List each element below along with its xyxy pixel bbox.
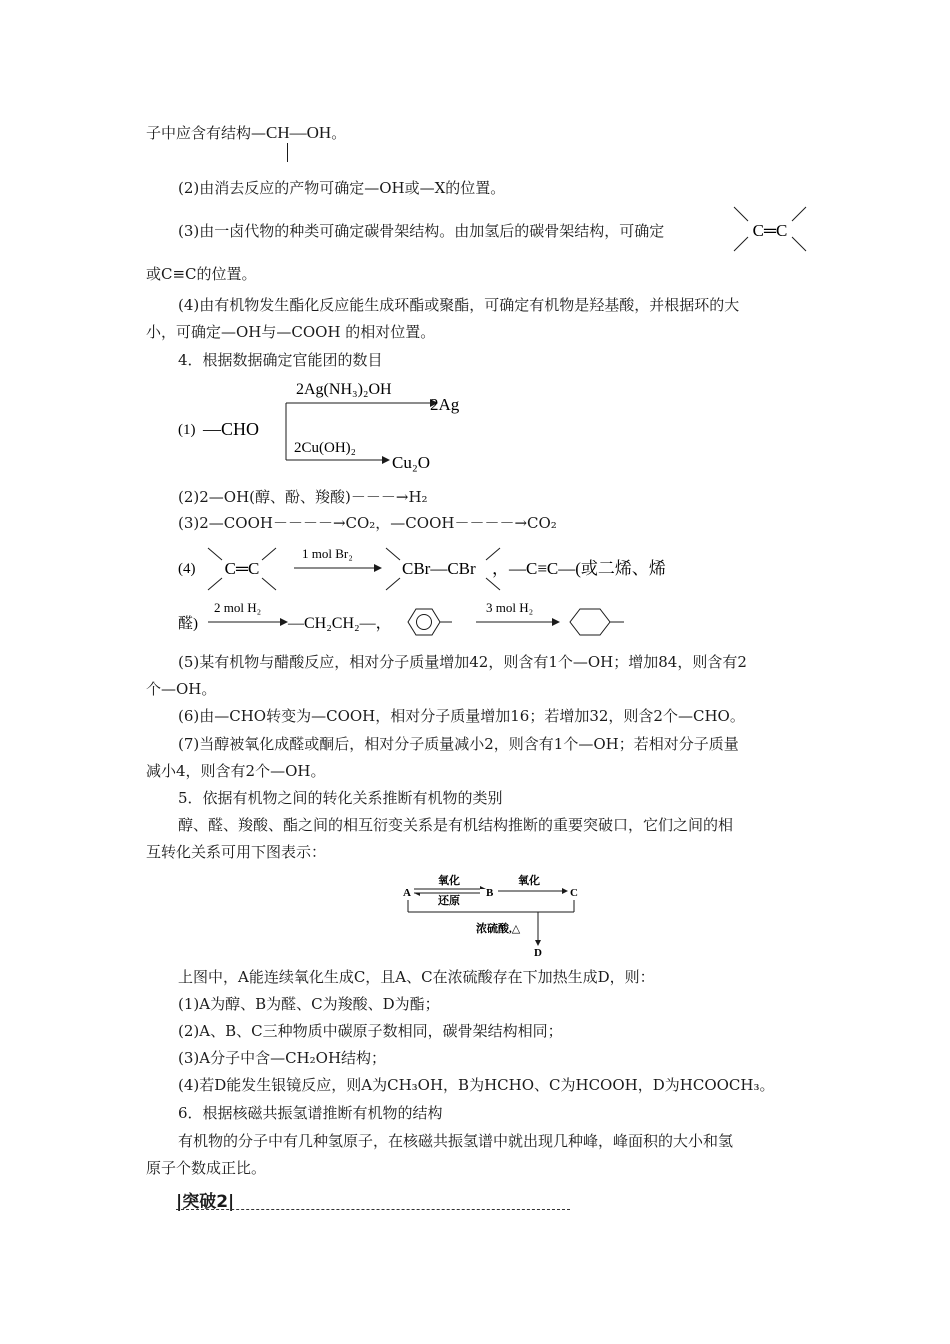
para-4b: 小，可确定—OH与—COOH 的相对位置。 (146, 323, 436, 341)
conversion-scheme (400, 870, 590, 962)
structure-suffix: 。 (331, 124, 347, 142)
upper-product: 2Ag (430, 395, 460, 414)
data-6: (6)由—CHO转变为—COOH，相对分子质量增加16；若增加32，则含2个—CHO。 (178, 707, 745, 725)
section-5-item-2: (2)A、B、C三种物质中碳原子数相同，碳骨架结构相同； (178, 1022, 563, 1040)
breakthrough-2-heading: |突破2| (176, 1192, 235, 1212)
section-5-para-a: 醇、醛、羧酸、酯之间的相互衍变关系是有机结构推断的重要突破口，它们之间的相 (178, 816, 734, 834)
d4-product1: CBr—CBr (402, 559, 476, 578)
heading-dashed-rule (176, 1209, 570, 1210)
lower-product: Cu₂O (392, 453, 431, 472)
label-oxidation-2: 氧化 (518, 875, 540, 887)
label-condition: 浓硫酸,△ (476, 923, 521, 935)
ch-bond-line (287, 143, 288, 162)
node-D: D (534, 947, 542, 959)
benzene-icon (408, 609, 452, 635)
section-5-title: 5．依据有机物之间的转化关系推断有机物的类别 (178, 789, 503, 807)
d4-alkene: C═C (224, 559, 260, 578)
cho-scheme (176, 372, 476, 477)
d4-reagent3: 3 mol H₂ (486, 600, 534, 615)
data-7a: (7)当醇被氧化成醛或酮后，相对分子质量减小2，则含有1个—OH；若相对分子质量 (178, 735, 739, 753)
para-3a: (3)由一卤代物的种类可确定碳骨架结构。由加氢后的碳骨架结构，可确定 (178, 222, 665, 240)
data-7b: 减小4，则含有2个—OH。 (146, 762, 326, 780)
section-6-para-b: 原子个数成正比。 (146, 1159, 267, 1177)
para-2: (2)由消去反应的产物可确定—OH或—X的位置。 (178, 179, 506, 197)
label-reduction: 还原 (438, 895, 460, 907)
para-3b: 或C≡C的位置。 (146, 265, 257, 283)
hydrogenation-scheme (176, 598, 636, 646)
alkene-bromination-scheme (176, 540, 696, 598)
cho-group: —CHO (203, 419, 260, 439)
d4-alkyne: ，—C≡C—(或二烯、烯 (492, 559, 666, 578)
structure-prefix: 子中应含有结构— (146, 124, 267, 142)
upper-reagent: 2Ag(NH₃)₂OH (296, 381, 392, 398)
data-5a: (5)某有机物与醋酸反应，相对分子质量增加42，则含有1个—OH；增加84，则含有2 (178, 653, 747, 671)
label-oxidation-1: 氧化 (438, 875, 460, 887)
node-C: C (570, 887, 578, 899)
d4-label: (4) (178, 561, 196, 577)
lower-reagent: 2Cu(OH)₂ (294, 440, 356, 456)
d4-reagent1: 1 mol Br₂ (302, 546, 353, 561)
d4-product2: —CH₂CH₂—， (288, 615, 392, 632)
cho-label: (1) (178, 422, 196, 438)
section-4-title: 4．根据数据确定官能团的数目 (178, 351, 383, 369)
data-2: (2)2—OH(醇、酚、羧酸)－－－→H₂ (178, 488, 428, 506)
para-4a: (4)由有机物发生酯化反应能生成环酯或聚酯，可确定有机物是羟基酸，并根据环的大 (178, 296, 740, 314)
node-B: B (486, 887, 494, 899)
d4-cont: 醛) (178, 616, 198, 632)
section-5-item-1: (1)A为醇、B为醛、C为羧酸、D为酯； (178, 995, 440, 1013)
section-6-title: 6．根据核磁共振氢谱推断有机物的结构 (178, 1104, 443, 1122)
node-A: A (403, 887, 411, 899)
data-5b: 个—OH。 (146, 680, 217, 698)
section-5-item-3: (3)A分子中含—CH₂OH结构； (178, 1049, 387, 1067)
alkene-label: C═C (752, 221, 788, 240)
cyclohexane-icon (570, 609, 624, 635)
alkene-structure-icon (730, 203, 810, 255)
section-5-para-c: 上图中，A能连续氧化生成C，且A、C在浓硫酸存在下加热生成D，则： (178, 968, 655, 986)
structure-formula: CH—OH (266, 123, 332, 142)
data-3: (3)2—COOH－－－－→CO₂，—COOH－－－－→CO₂ (178, 514, 557, 532)
section-5-para-b: 互转化关系可用下图表示： (146, 843, 327, 861)
section-5-item-4: (4)若D能发生银镜反应，则A为CH₃OH，B为HCHO、C为HCOOH，D为HCOOCH₃。 (178, 1076, 775, 1094)
d4-reagent2: 2 mol H₂ (214, 600, 262, 615)
section-6-para-a: 有机物的分子中有几种氢原子，在核磁共振氢谱中就出现几种峰，峰面积的大小和氢 (178, 1132, 734, 1150)
structure-line (146, 123, 346, 143)
